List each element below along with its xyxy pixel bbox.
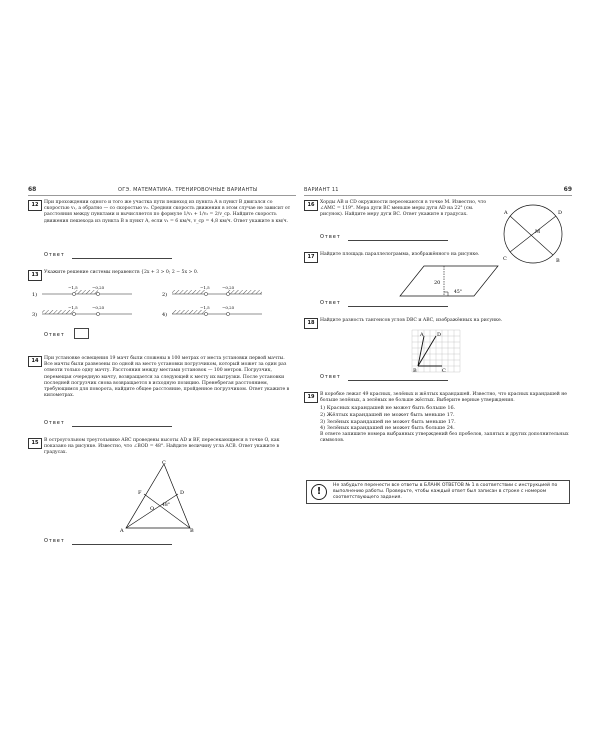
tick-label: −1,5 bbox=[200, 285, 210, 290]
tick-label: −0,25 bbox=[92, 305, 105, 310]
point-label: B bbox=[413, 368, 417, 374]
task-text: Найдите площадь параллелограмма, изображённого на рисунке. bbox=[320, 252, 480, 257]
parallelogram-figure bbox=[394, 262, 504, 300]
answer-label: Ответ bbox=[320, 300, 341, 306]
option-label: 4) bbox=[162, 312, 168, 318]
right-page-header bbox=[304, 186, 572, 196]
answer-line[interactable] bbox=[72, 258, 172, 259]
running-header: ОГЭ. МАТЕМАТИКА. ТРЕНИРОВОЧНЫЕ ВАРИАНТЫ bbox=[118, 187, 258, 193]
point-label: A bbox=[420, 332, 424, 338]
left-page-header bbox=[28, 186, 296, 196]
point-label: B bbox=[190, 528, 194, 532]
point-label: D bbox=[558, 210, 563, 216]
statement: 2) Жёлтых карандашей не может быть меньше 17. bbox=[320, 412, 455, 418]
answer-line[interactable] bbox=[348, 380, 448, 381]
tick-label: −1,5 bbox=[200, 305, 210, 310]
answer-label: Ответ bbox=[44, 538, 65, 544]
exclamation-icon: ! bbox=[311, 484, 327, 500]
point-label: A bbox=[120, 528, 124, 532]
option-label: 1) bbox=[32, 292, 38, 298]
task-number: 16 bbox=[304, 200, 318, 211]
task-13 bbox=[28, 270, 296, 350]
point-label: M bbox=[535, 229, 541, 235]
option-label: 2) bbox=[162, 292, 168, 298]
task-number: 15 bbox=[28, 438, 42, 449]
angle-label: 48° bbox=[162, 503, 170, 508]
angle-label: 45° bbox=[454, 290, 462, 295]
task-text: При установке освещения 19 мачт были сложены в 100 метрах от места установки первой мачты. Все мачты были развезены по одной на место установки погрузчиком, который может за один раз отвезти только одну мачту. Расстояния между местами установок — 100 метров. Погрузчик, перемещая очередную мачту, возвращается за следующей к месту их выгрузки. После установки последней погрузчик снова возвращается в исходную позицию. Пренебрегая расстоянием, требующимся для поворота, найдите общее расстояние, пройденное погрузчиком. Ответ укажите в километрах. bbox=[44, 356, 290, 399]
task-number: 12 bbox=[28, 200, 42, 211]
task-text: Укажите решение системы неравенств {2x + 3 > 0; 2 − 5x > 0. bbox=[44, 270, 199, 275]
task-18 bbox=[304, 318, 572, 384]
page-number: 69 bbox=[563, 186, 572, 193]
option-label: 3) bbox=[32, 312, 38, 318]
point-label: D bbox=[180, 490, 185, 496]
task-number: 14 bbox=[28, 356, 42, 367]
point-label: A bbox=[504, 210, 508, 216]
option-1 bbox=[32, 285, 132, 298]
answer-line[interactable] bbox=[348, 306, 448, 307]
option-2 bbox=[162, 285, 262, 298]
task-17 bbox=[304, 252, 572, 310]
tick-label: −1,5 bbox=[68, 285, 78, 290]
page-number: 68 bbox=[28, 186, 37, 193]
task-intro: В коробке лежат 49 красных, зелёных и жёлтых карандашей. Известно, что красных карандашей не больше зелёных, а зелёных не больше жёлтых. Выберите верные утверждения. bbox=[320, 392, 567, 404]
grid-figure bbox=[408, 328, 466, 376]
answer-box[interactable] bbox=[74, 328, 89, 339]
height-label: 20 bbox=[434, 280, 441, 286]
point-label: F bbox=[138, 490, 142, 496]
note-text: Не забудьте перенести все ответы в БЛАНК ОТВЕТОВ № 1 в соответствии с инструкцией по выполнению работы. Проверьте, чтобы каждый ответ был записан в строке с номером соответствующего задания. bbox=[333, 483, 558, 500]
task-15 bbox=[28, 438, 296, 556]
tick-label: −0,25 bbox=[222, 305, 235, 310]
statement: 4) Зелёных карандашей не может быть больше 24. bbox=[320, 425, 455, 432]
answer-label: Ответ bbox=[44, 252, 65, 258]
option-3 bbox=[32, 305, 132, 318]
task-number: 19 bbox=[304, 392, 318, 403]
answer-label: Ответ bbox=[44, 332, 65, 338]
answer-line[interactable] bbox=[72, 426, 172, 427]
tick-label: −1,5 bbox=[68, 305, 78, 310]
point-label: C bbox=[503, 256, 507, 262]
point-label: C bbox=[442, 368, 446, 374]
triangle-figure bbox=[118, 460, 198, 532]
tick-label: −0,25 bbox=[92, 285, 105, 290]
task-12 bbox=[28, 200, 296, 260]
left-page bbox=[28, 186, 296, 556]
task-text: При прохождении одного и того же участка пути пешеход из пункта A в пункт B двигался со скоростью v₁, а обратно — со скоростью v₂. Средняя скорость движения в этом случае не зависит от расстояния между пунктами и вычисляется по формуле 1/v₁ + 1/v₂ = 2/v_ср. Найдите скорость движения пешехода из пункта B в пункт A, если v₁ = 6 км/ч, v_ср = 4,8 км/ч. Ответ укажите в км/ч. bbox=[44, 200, 291, 224]
task-text: Хорды AB и CD окружности пересекаются в точке M. Известно, что ∠AMC = 119°. Мера дуги BC меньше меры дуги AD на 22° (см. рисунок). Найдите меру дуги BC. Ответ укажите в градусах. bbox=[320, 200, 487, 218]
task-text bbox=[320, 392, 570, 444]
answer-label: Ответ bbox=[44, 420, 65, 426]
point-label: C bbox=[162, 460, 166, 466]
point-label: D bbox=[437, 332, 442, 338]
answer-line[interactable] bbox=[348, 240, 448, 241]
answer-label: Ответ bbox=[320, 234, 341, 240]
number-line-options bbox=[32, 284, 294, 324]
task-text: В остроугольном треугольнике ABC проведены высоты AD и BF, пересекающиеся в точке O, как показано на рисунке. Известно, что ∠BOD = 48°. Найдите величину угла ACB. Ответ укажите в градусах. bbox=[44, 438, 280, 456]
task-number: 17 bbox=[304, 252, 318, 263]
point-label: O bbox=[150, 506, 155, 512]
reminder-note bbox=[306, 480, 570, 504]
statement: 1) Красных карандашей не может быть больше 16. bbox=[320, 405, 456, 412]
point-label: B bbox=[556, 258, 560, 264]
option-4 bbox=[162, 305, 262, 318]
tick-label: −0,25 bbox=[222, 285, 235, 290]
task-14 bbox=[28, 356, 296, 436]
answer-label: Ответ bbox=[320, 374, 341, 380]
running-header: ВАРИАНТ 11 bbox=[304, 187, 339, 193]
statement: 3) Зелёных карандашей не может быть меньше 17. bbox=[320, 418, 456, 425]
right-page bbox=[304, 186, 572, 556]
book-spread bbox=[28, 186, 572, 556]
task-number: 13 bbox=[28, 270, 42, 281]
task-number: 18 bbox=[304, 318, 318, 329]
answer-line[interactable] bbox=[72, 544, 172, 545]
task-text: Найдите разность тангенсов углов DBC и ABC, изображённых на рисунке. bbox=[320, 318, 503, 323]
task-outro: В ответе запишите номера выбранных утверждений без пробелов, запятых и других дополнительных символов. bbox=[320, 431, 569, 443]
task-19 bbox=[304, 392, 572, 476]
